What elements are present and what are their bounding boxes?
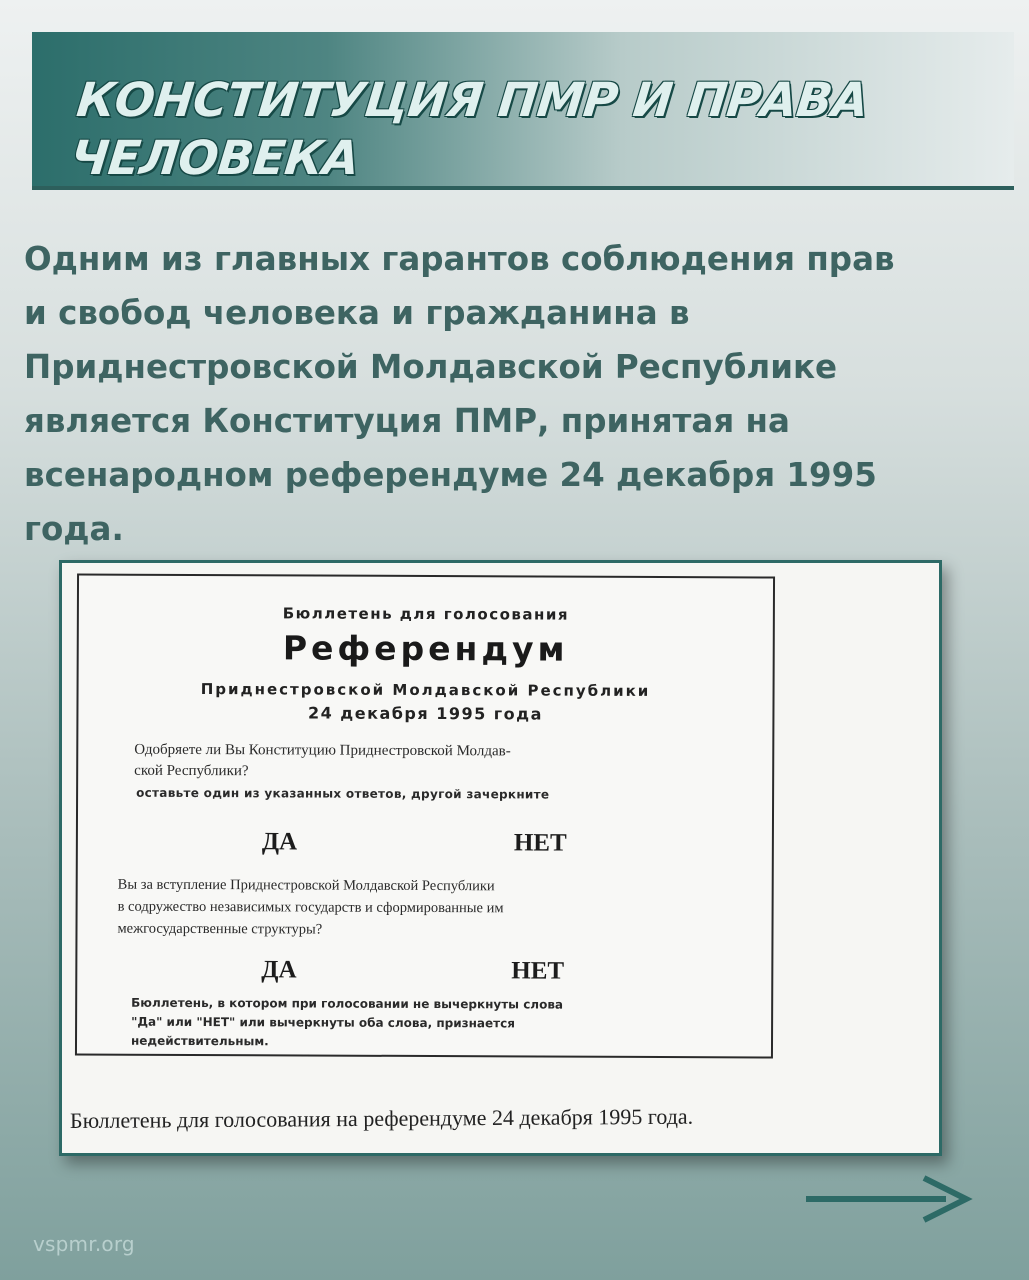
title-banner <box>32 32 1014 190</box>
ballot-footer <box>131 994 739 1054</box>
ballot-footer-line: недействительным. <box>130 1033 269 1049</box>
ballot-no-2: НЕТ <box>511 957 565 985</box>
ballot-yes-1: ДА <box>261 828 298 856</box>
lead-line: года. <box>24 510 124 548</box>
lead-line: всенародном референдуме 24 декабря 1995 <box>24 456 877 494</box>
ballot-subtitle: Приднестровской Молдавской Республики <box>200 680 651 700</box>
ballot-caption: Бюллетень для голосования на референдуме 24 декабря 1995 года. <box>69 1103 694 1134</box>
ballot-question-1 <box>134 740 734 785</box>
ballot-header: Бюллетень для голосования <box>282 604 570 624</box>
lead-line: и свобод человека и гражданина в <box>24 294 690 332</box>
site-watermark: vspmr.org <box>33 1232 135 1256</box>
ballot-question-2 <box>117 874 737 943</box>
lead-line: Приднестровской Молдавской Республике <box>24 348 838 386</box>
ballot-footer-line: "Да" или "НЕТ" или вычеркнуты оба слова, признается <box>131 1014 515 1031</box>
ballot-date: 24 декабря 1995 года <box>307 703 543 724</box>
ballot-document <box>75 573 775 1058</box>
ballot-instruction: оставьте один из указанных ответов, другой зачеркните <box>136 785 550 802</box>
ballot-no-1: НЕТ <box>513 829 567 857</box>
lead-line: Одним из главных гарантов соблюдения прав <box>24 240 895 278</box>
ballot-question-1-line: ской Республики? <box>134 762 249 780</box>
lead-line: является Конституция ПМР, принятая на <box>24 402 790 440</box>
ballot-photo <box>59 560 942 1156</box>
page-title <box>68 72 980 188</box>
page-title-line-1: КОНСТИТУЦИЯ ПМР И ПРАВА <box>74 73 871 128</box>
page-title-line-2: ЧЕЛОВЕКА <box>68 131 362 186</box>
ballot-question-2-line: межгосударственные структуры? <box>117 920 323 938</box>
ballot-question-2-line: Вы за вступление Приднестровской Молдавской Республики <box>117 876 495 895</box>
ballot-question-1-line: Одобряете ли Вы Конституцию Приднестровской Молдав- <box>134 741 511 760</box>
ballot-yes-2: ДА <box>261 956 297 984</box>
ballot-question-2-line: в содружество независимых государств и сформированные им <box>117 898 504 917</box>
arrow-right-icon[interactable] <box>806 1174 974 1224</box>
lead-paragraph <box>24 232 994 556</box>
ballot-footer-line: Бюллетень, в котором при голосовании не вычеркнуты слова <box>131 995 564 1012</box>
ballot-title: Референдум <box>282 628 569 669</box>
